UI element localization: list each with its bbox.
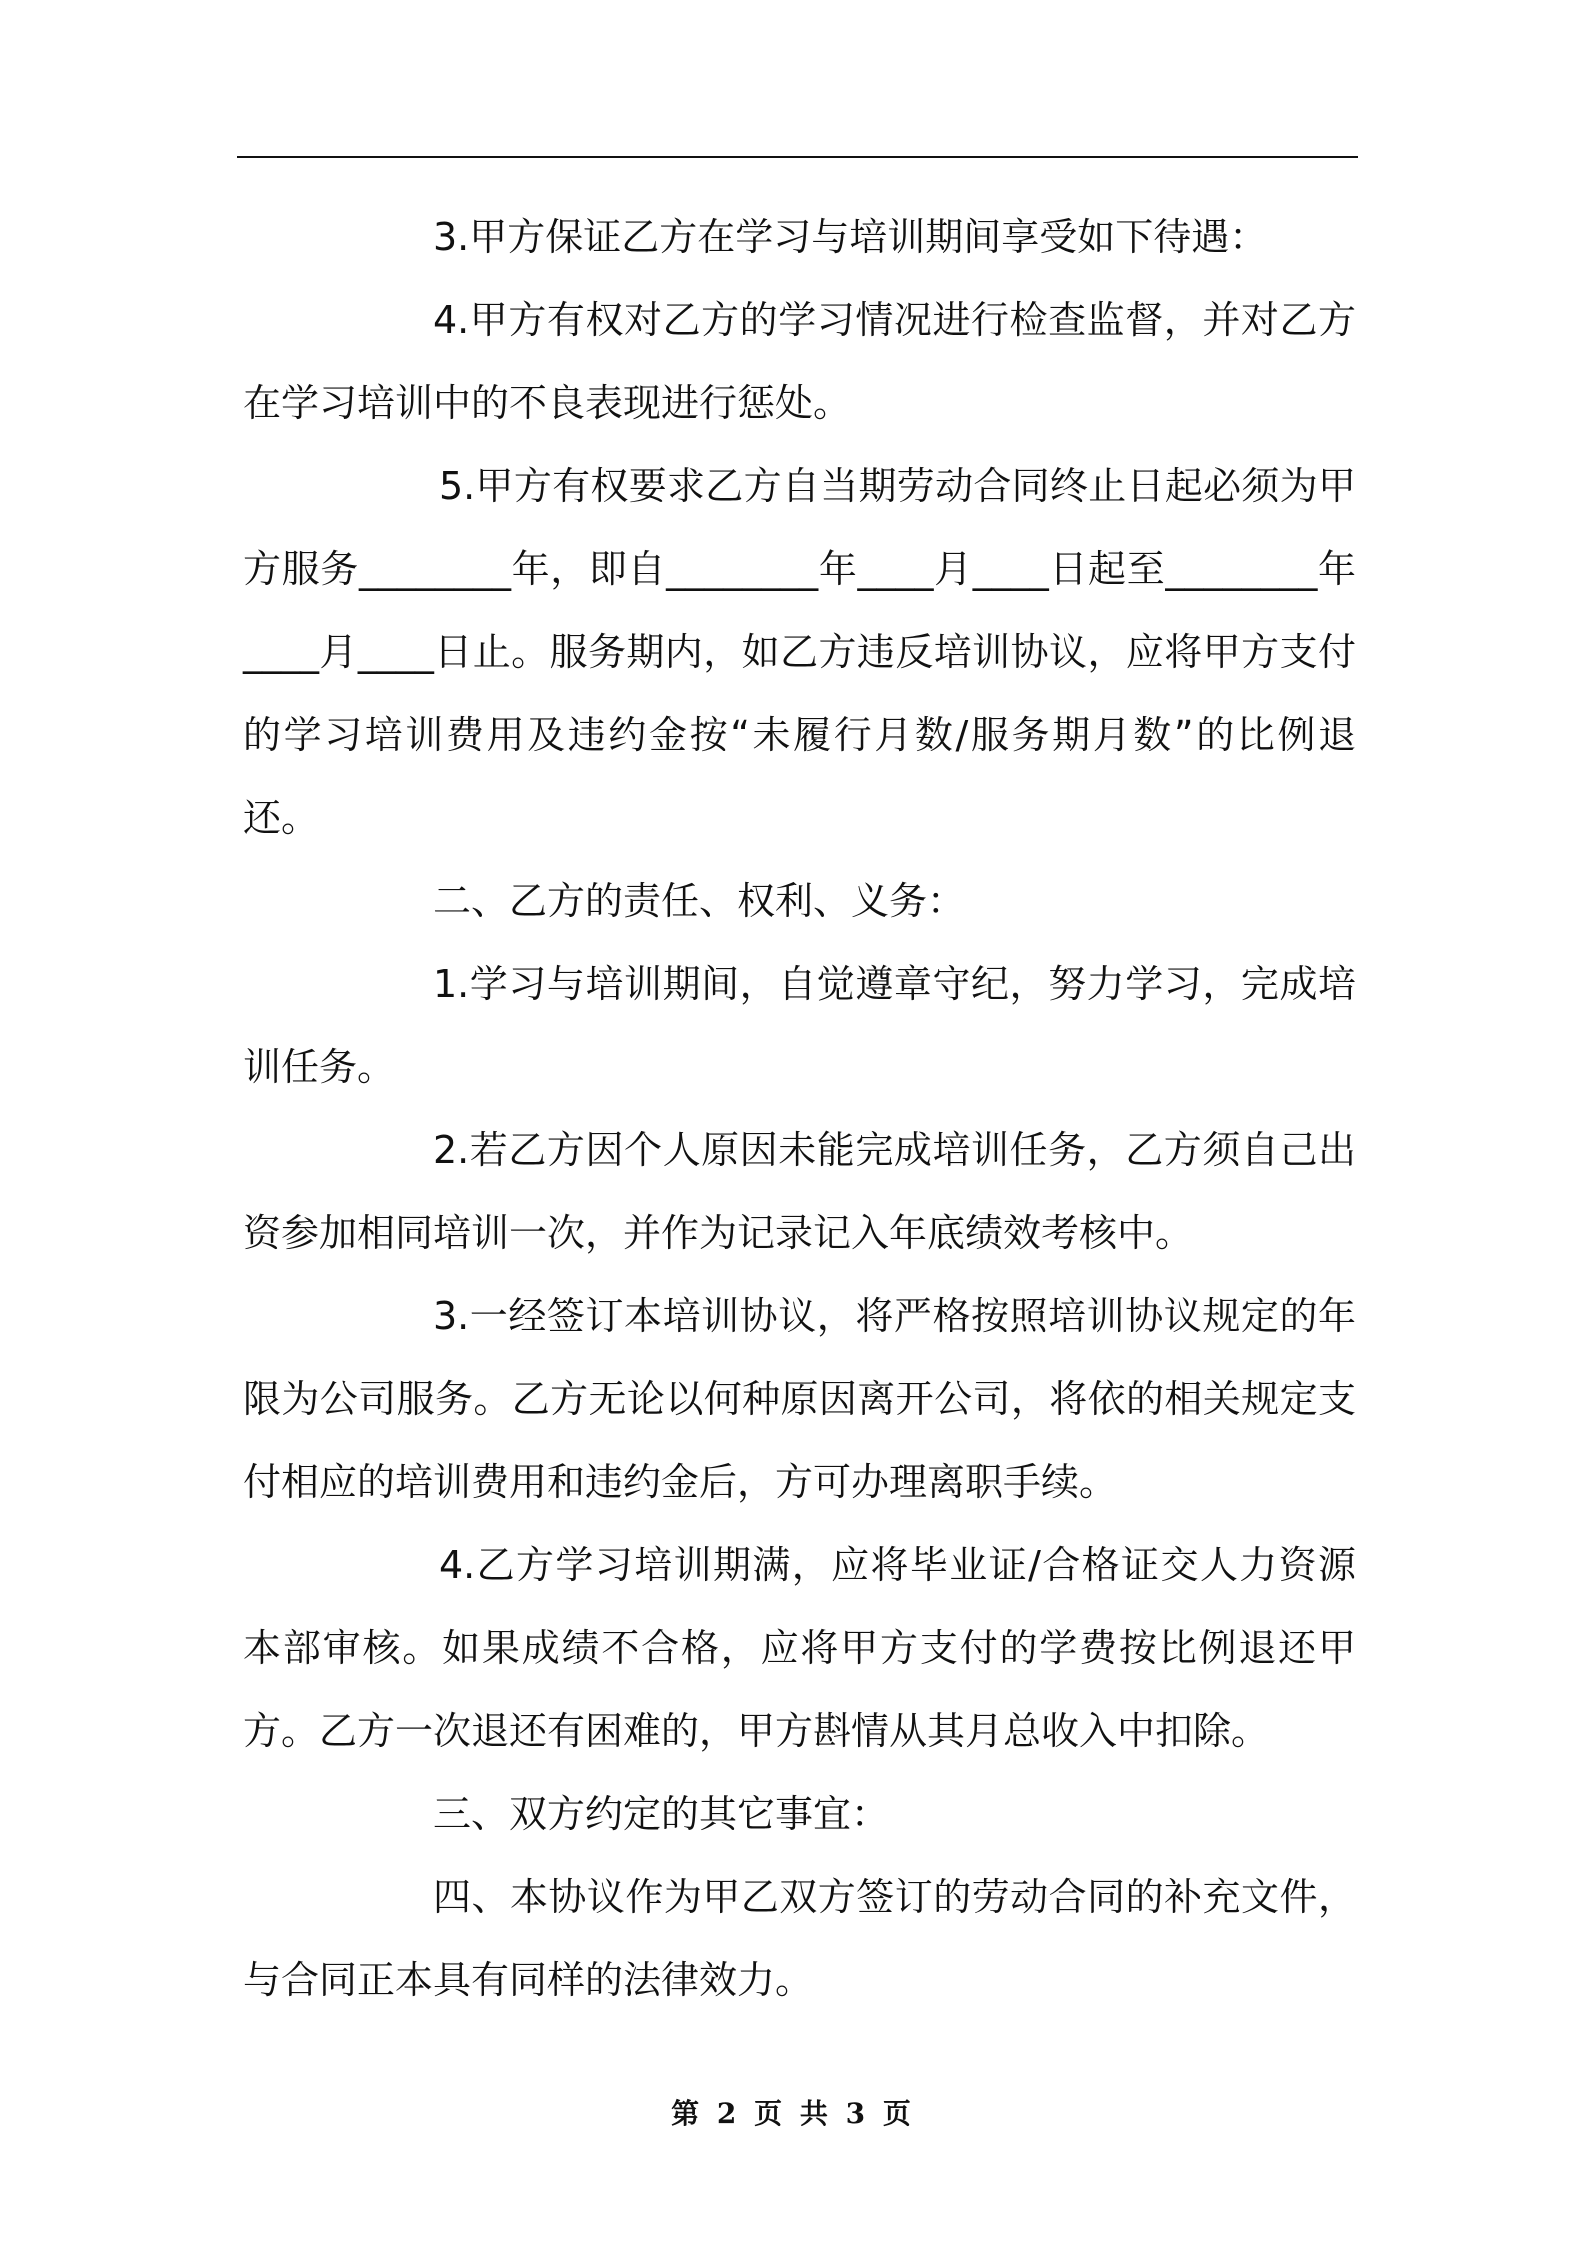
- section-heading: 三、双方约定的其它事宜：: [433, 1792, 890, 1836]
- clause-paragraph: 3.一经签订本培训协议，将严格按照培训协议规定的年限为公司服务。乙方无论以何种原因离开公司，将依的相关规定支付相应的培训费用和违约金后，方可办理离职手续。: [243, 1294, 1356, 1504]
- page-number-footer: 第 2 页 共 3 页: [671, 2097, 915, 2130]
- clause-paragraph: 1.学习与培训期间，自觉遵章守纪，努力学习，完成培训任务。: [243, 962, 1356, 1089]
- clause-paragraph: 4.甲方有权对乙方的学习情况进行检查监督，并对乙方在学习培训中的不良表现进行惩处。: [243, 298, 1356, 425]
- header-rule: [237, 156, 1358, 158]
- clause-paragraph: 4.乙方学习培训期满，应将毕业证/合格证交人力资源本部审核。如果成绩不合格，应将甲方支付的学费按比例退还甲方。乙方一次退还有困难的，甲方斟情从其月总收入中扣除。: [243, 1543, 1356, 1753]
- section-heading: 四、本协议作为甲乙双方签订的劳动合同的补充文件，与合同正本具有同样的法律效力。: [243, 1875, 1356, 2002]
- clause-paragraph: 5.甲方有权要求乙方自当期劳动合同终止日起必须为甲方服务________年，即自________年____月____日起至________年____月____日止。服务期内，如乙方违反培训协议，应将甲方支付的学习培训费用及违约金按“未履行月数/服务期月数”的比例退还。: [243, 464, 1356, 840]
- document-body: [243, 196, 1356, 2022]
- clause-paragraph: 2.若乙方因个人原因未能完成培训任务，乙方须自己出资参加相同培训一次，并作为记录记入年底绩效考核中。: [243, 1128, 1356, 1255]
- clause-paragraph: 3.甲方保证乙方在学习与培训期间享受如下待遇：: [433, 215, 1268, 259]
- section-heading: 二、乙方的责任、权利、义务：: [433, 879, 966, 923]
